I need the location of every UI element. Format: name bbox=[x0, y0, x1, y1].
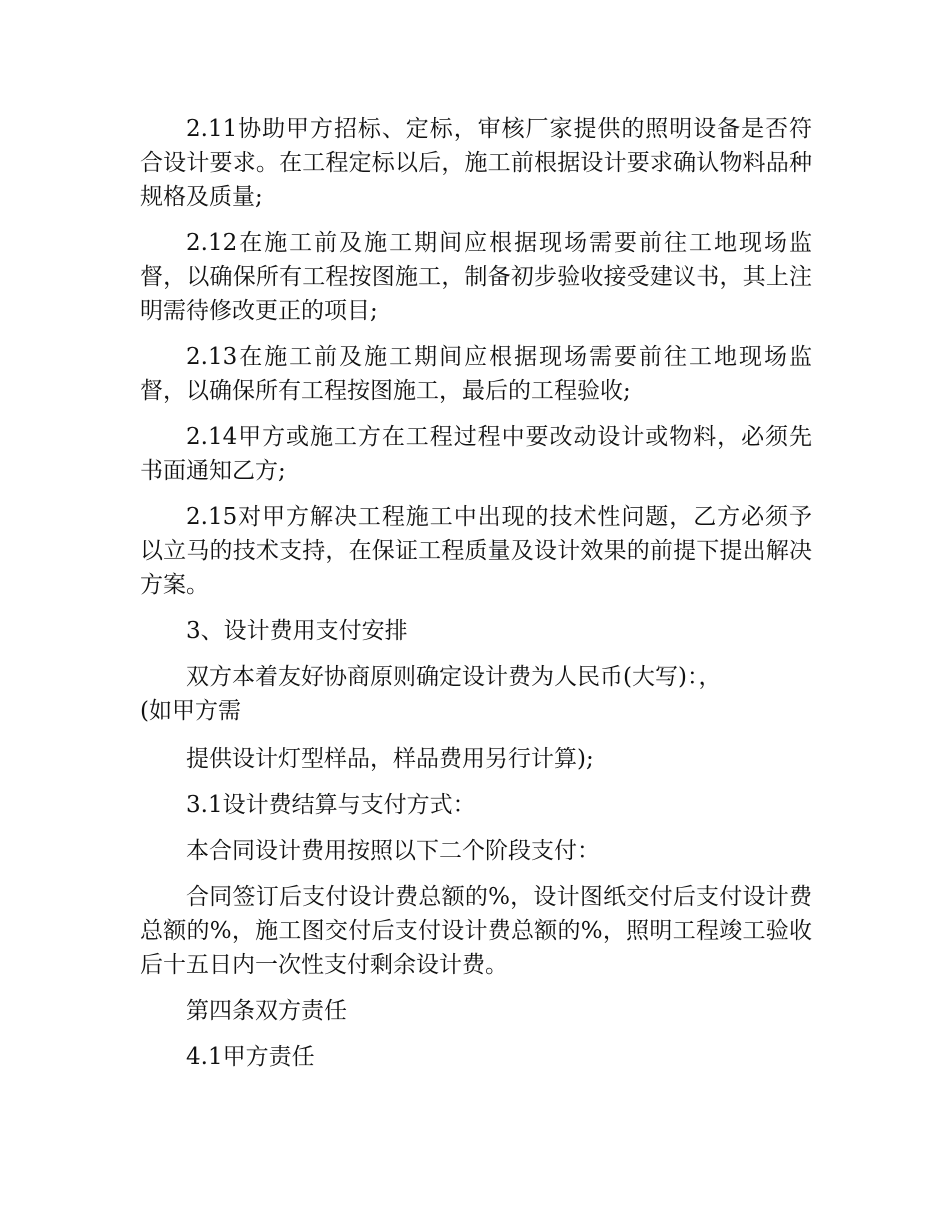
paragraph-2-12: 2.12在施工前及施工期间应根据现场需要前往工地现场监督，以确保所有工程按图施工，制备初步验收接受建议书，其上注明需待修改更正的项目; bbox=[140, 230, 812, 324]
paragraph-design-fee-note: (如甲方需 bbox=[140, 698, 241, 724]
section-heading-3: 3、设计费用支付安排 bbox=[186, 618, 408, 644]
document-body bbox=[140, 112, 812, 1086]
paragraph-2-14: 2.14甲方或施工方在工程过程中要改动设计或物料，必须先书面通知乙方; bbox=[140, 424, 812, 484]
paragraph-payment-stages: 本合同设计费用按照以下二个阶段支付： bbox=[186, 838, 600, 864]
paragraph-payment-schedule: 合同签订后支付设计费总额的%，设计图纸交付后支付设计费总额的%，施工图交付后支付设计费总额的%，照明工程竣工验收后十五日内一次性支付剩余设计费。 bbox=[140, 884, 812, 978]
paragraph-4-1: 4.1甲方责任 bbox=[186, 1044, 315, 1070]
section-heading-article-4: 第四条双方责任 bbox=[186, 998, 347, 1024]
paragraph-2-13: 2.13在施工前及施工期间应根据现场需要前往工地现场监督，以确保所有工程按图施工，最后的工程验收; bbox=[140, 344, 812, 404]
paragraph-2-15: 2.15对甲方解决工程施工中出现的技术性问题，乙方必须予以立马的技术支持，在保证工程质量及设计效果的前提下提出解决方案。 bbox=[140, 504, 812, 598]
paragraph-3-1: 3.1设计费结算与支付方式： bbox=[186, 792, 476, 818]
paragraph-design-fee: 双方本着友好协商原则确定设计费为人民币(大写)：， bbox=[186, 664, 722, 690]
paragraph-sample-fee: 提供设计灯型样品，样品费用另行计算); bbox=[186, 746, 594, 772]
paragraph-2-11: 2.11协助甲方招标、定标，审核厂家提供的照明设备是否符合设计要求。在工程定标以后，施工前根据设计要求确认物料品种规格及质量; bbox=[140, 116, 812, 210]
